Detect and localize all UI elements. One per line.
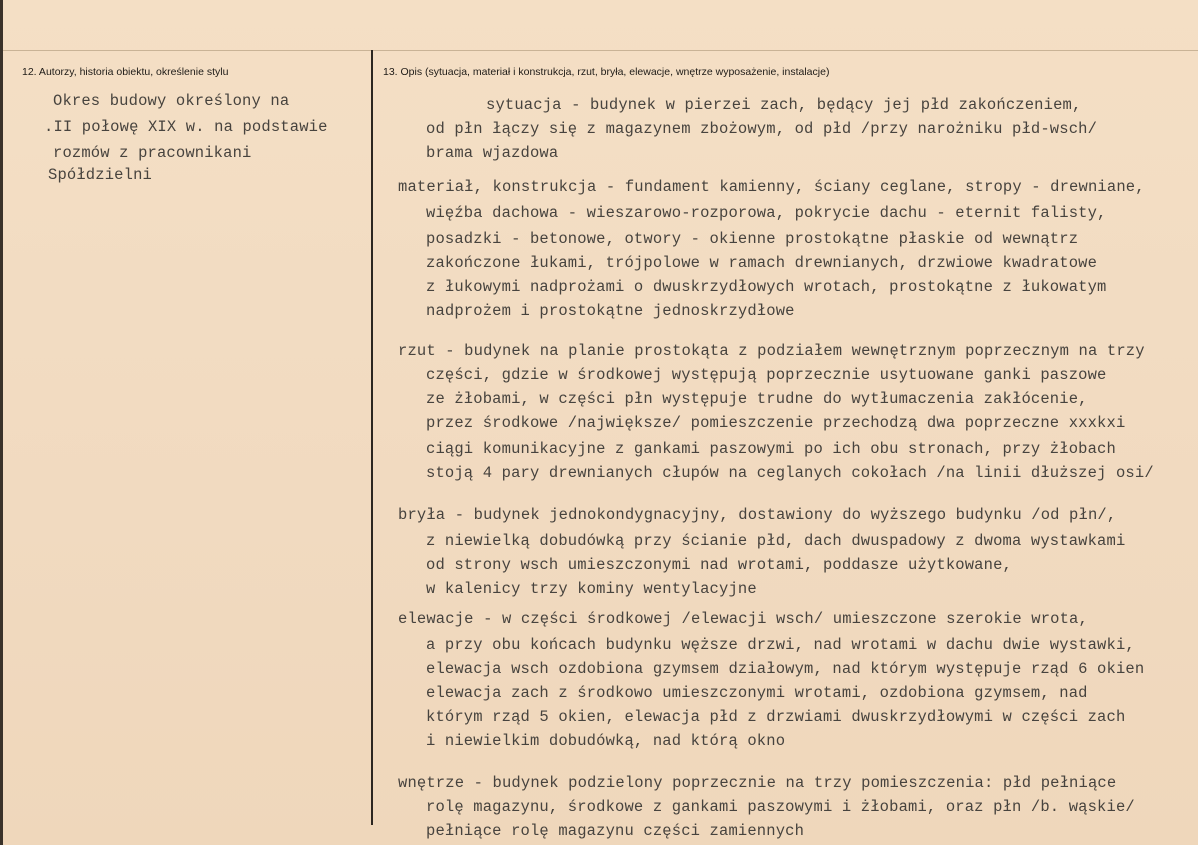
right-typed-line: stoją 4 pary drewnianych cłupów na ceglanych cokołach /na linii dłuższej osi/ <box>426 464 1154 482</box>
left-typed-line: Spółdzielni <box>48 166 152 184</box>
right-typed-line: w kalenicy trzy kominy wentylacyjne <box>426 580 757 598</box>
right-typed-line: części, gdzie w środkowej występują poprzecznie usytuowane ganki paszowe <box>426 366 1107 384</box>
right-typed-line: z niewielką dobudówką przy ścianie płd, dach dwuspadowy z dwoma wystawkami <box>426 532 1126 550</box>
right-typed-line: więźba dachowa - wieszarowo-rozporowa, pokrycie dachu - eternit falisty, <box>426 204 1107 222</box>
right-typed-line: zakończone łukami, trójpolowe w ramach drewnianych, drzwiowe kwadratowe <box>426 254 1098 272</box>
right-typed-line: nadprożem i prostokątne jednoskrzydłowe <box>426 302 795 320</box>
right-typed-line: materiał, konstrukcja - fundament kamienny, ściany ceglane, stropy - drewniane, <box>398 178 1145 196</box>
left-typed-line: Okres budowy określony na <box>53 92 290 110</box>
right-typed-line: sytuacja - budynek w pierzei zach, będący jej płd zakończeniem, <box>486 96 1082 114</box>
column-divider <box>371 50 373 825</box>
right-typed-line: elewacje - w części środkowej /elewacji wsch/ umieszczone szerokie wrota, <box>398 610 1088 628</box>
right-typed-line: ciągi komunikacyjne z gankami paszowymi po ich obu stronach, przy żłobach <box>426 440 1116 458</box>
right-typed-line: i niewielkim dobudówką, nad którą okno <box>426 732 786 750</box>
right-typed-line: elewacja wsch ozdobiona gzymsem działowym, nad którym występuje rząd 6 okien <box>426 660 1145 678</box>
right-typed-line: wnętrze - budynek podzielony poprzecznie na trzy pomieszczenia: płd pełniące <box>398 774 1117 792</box>
right-typed-line: z łukowymi nadprożami o dwuskrzydłowych wrotach, prostokątne z łukowatym <box>426 278 1107 296</box>
left-typed-line: .II połowę XIX w. na podstawie <box>44 118 328 136</box>
right-column-header: 13. Opis (sytuacja, materiał i konstrukcja, rzut, bryła, elewacje, wnętrze wyposażenie, instalacje) <box>383 66 830 78</box>
left-typed-line: rozmów z pracownikani <box>53 144 252 162</box>
right-typed-line: bryła - budynek jednokondygnacyjny, dostawiony do wyższego budynku /od płn/, <box>398 506 1117 524</box>
left-column-header: 12. Autorzy, historia obiektu, określenie stylu <box>22 66 229 78</box>
right-typed-line: elewacja zach z środkowo umieszczonymi wrotami, ozdobiona gzymsem, nad <box>426 684 1088 702</box>
right-typed-line: ze żłobami, w części płn występuje trudne do wytłumaczenia zakłócenie, <box>426 390 1088 408</box>
right-typed-line: od strony wsch umieszczonymi nad wrotami, poddasze użytkowane, <box>426 556 1012 574</box>
top-rule <box>3 50 1198 51</box>
right-typed-line: przez środkowe /największe/ pomieszczenie przechodzą dwa poprzeczne xxxkxi <box>426 414 1126 432</box>
right-typed-line: pełniące rolę magazynu części zamiennych <box>426 822 805 840</box>
card-left-edge <box>0 0 3 845</box>
right-typed-line: od płn łączy się z magazynem zbożowym, od płd /przy narożniku płd-wsch/ <box>426 120 1098 138</box>
right-typed-line: rolę magazynu, środkowe z gankami paszowymi i żłobami, oraz płn /b. wąskie/ <box>426 798 1135 816</box>
right-typed-line: a przy obu końcach budynku węższe drzwi, nad wrotami w dachu dwie wystawki, <box>426 636 1135 654</box>
right-typed-line: posadzki - betonowe, otwory - okienne prostokątne płaskie od wewnątrz <box>426 230 1079 248</box>
right-typed-line: rzut - budynek na planie prostokąta z podziałem wewnętrznym poprzecznym na trzy <box>398 342 1145 360</box>
right-typed-line: którym rząd 5 okien, elewacja płd z drzwiami dwuskrzydłowymi w części zach <box>426 708 1126 726</box>
right-typed-line: brama wjazdowa <box>426 144 559 162</box>
